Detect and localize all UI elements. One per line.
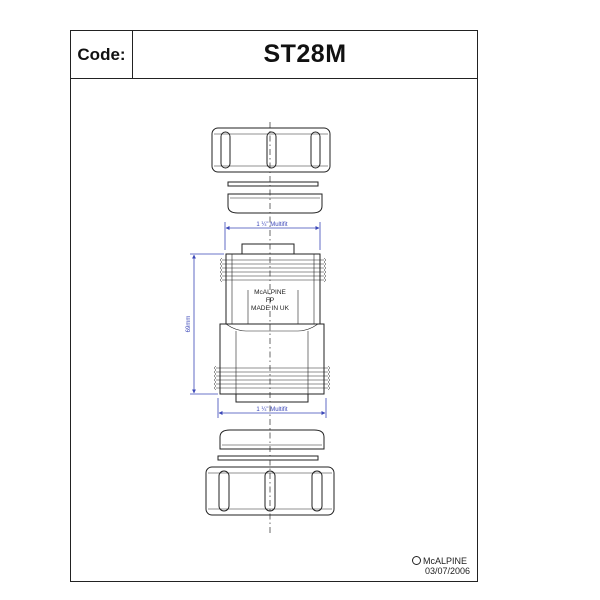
top-width-label: 1 ¼" Multifit (256, 222, 288, 228)
bottom-seal-ring (220, 430, 324, 449)
code-label: Code: (71, 31, 133, 79)
lower-thread (215, 366, 330, 390)
height-dimension (190, 254, 224, 394)
upper-thread (221, 258, 326, 282)
marking-brand: McALPINE (254, 289, 286, 296)
top-cap-nut (212, 128, 330, 172)
height-label: 69mm (186, 315, 192, 333)
copyright-icon (412, 556, 421, 565)
lower-body (220, 324, 324, 402)
marking-origin: MADE IN UK (251, 305, 289, 312)
code-value: ST28M (133, 31, 477, 79)
copyright-date: 03/07/2006 (425, 566, 471, 576)
bottom-width-label: 1 ¼" Multifit (256, 407, 288, 413)
top-seal-ring (228, 194, 322, 213)
top-washer (228, 182, 318, 186)
upper-body (226, 244, 320, 324)
copyright-block (412, 556, 482, 576)
copyright-brand: McALPINE (423, 556, 468, 566)
marking-fp: FP (265, 297, 275, 304)
bottom-washer (218, 456, 318, 460)
